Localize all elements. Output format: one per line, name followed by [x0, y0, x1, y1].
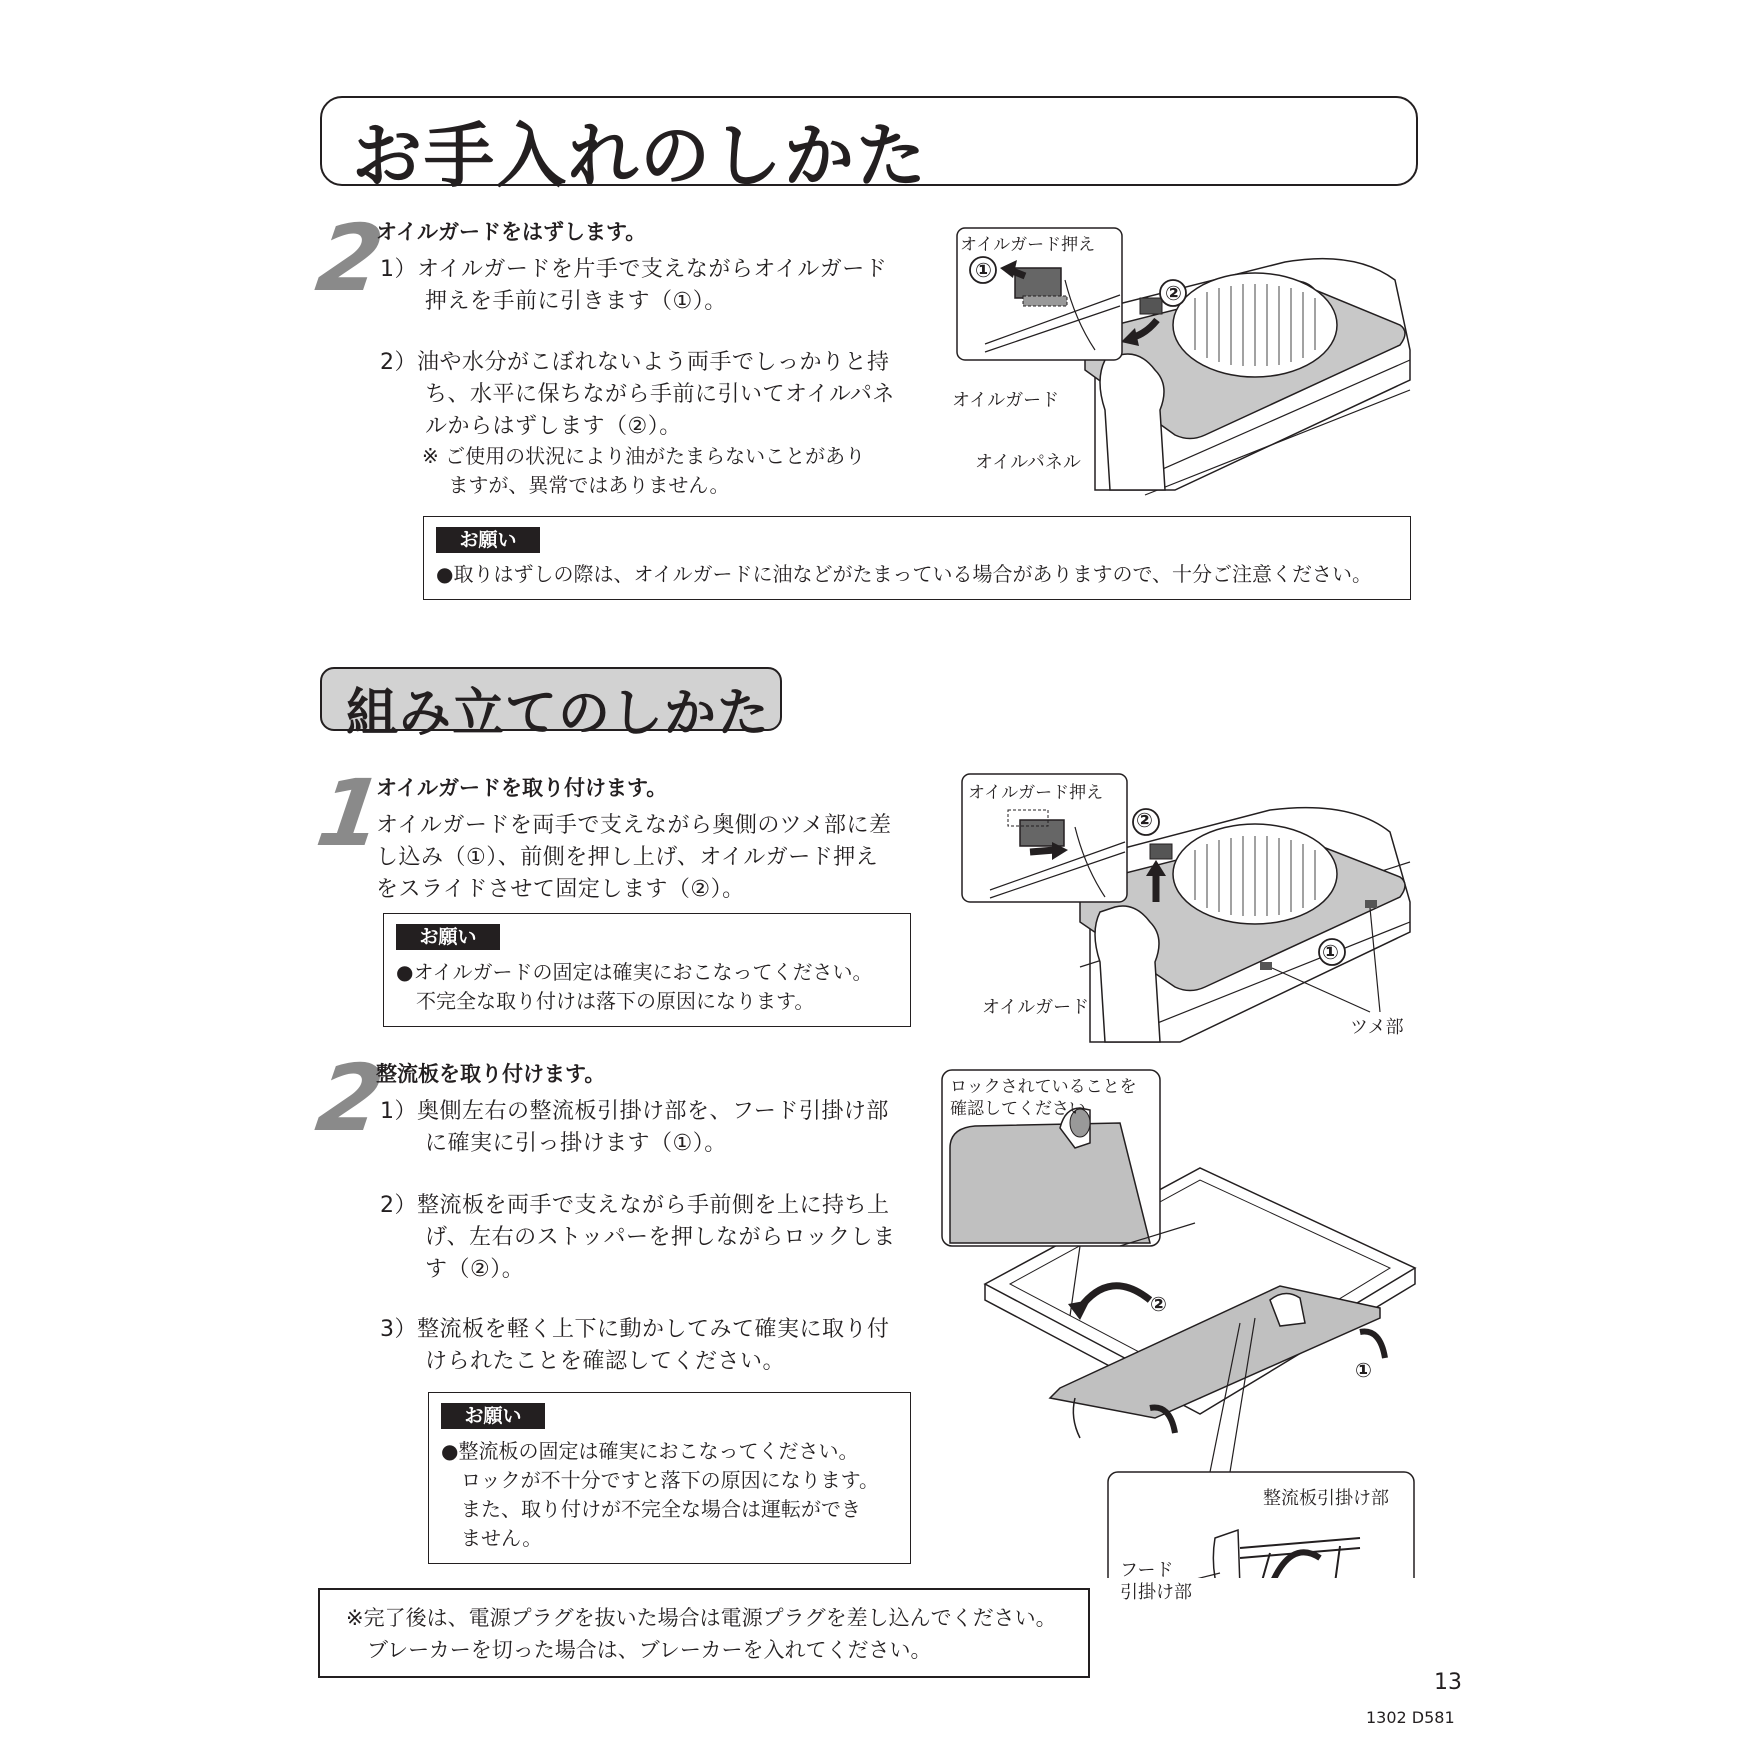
- care-item2-line2: ち、水平に保ちながら手前に引いてオイルパネ: [380, 382, 895, 407]
- assembly-step2-item1-line1: 1）奥側左右の整流板引掛け部を、フード引掛け部: [380, 1099, 889, 1124]
- assembly-step1-request-line1: ●オイルガードの固定は確実におこなってください。: [396, 960, 873, 984]
- assembly-step2-request-text: [441, 1437, 879, 1553]
- assembly-step2-request-badge: お願い: [441, 1403, 545, 1429]
- fig3-label-hood-hook: [1120, 1560, 1192, 1604]
- assembly-title-box: [320, 667, 782, 744]
- fig3-label-lock-line1: ロックされていることを: [950, 1077, 1137, 1097]
- assembly-step2-item3-line2: けられたことを確認してください。: [380, 1349, 786, 1374]
- care-item1-line2: 押えを手前に引きます（①）。: [380, 289, 727, 314]
- final-note-line1: ※完了後は、電源プラグを抜いた場合は電源プラグを差し込んでください。: [346, 1606, 1057, 1630]
- fig2-marker-1: ①: [1322, 940, 1339, 964]
- care-title: お手入れのしかた: [352, 115, 928, 197]
- assembly-step2-item1: [380, 1096, 889, 1160]
- assembly-step1-line2: し込み（①）、前側を押し上げ、オイルガード押え: [376, 845, 879, 870]
- assembly-title: 組み立てのしかた: [346, 684, 771, 744]
- assembly-step1-number: 1: [310, 760, 390, 867]
- assembly-step2-item3-line1: 3）整流板を軽く上下に動かしてみて確実に取り付: [380, 1317, 890, 1342]
- care-step-heading: オイルガードをはずします。: [376, 220, 647, 244]
- assembly-step1-request-text: [396, 958, 872, 1016]
- assembly-step2-item2-line2: げ、左右のストッパーを押しながらロックしま: [380, 1225, 896, 1250]
- care-note-line2: ますが、異常ではありません。: [422, 473, 730, 497]
- assembly-step2-request-line2: ロックが不十分ですと落下の原因になります。: [441, 1468, 879, 1492]
- assembly-step2-item3: [380, 1314, 890, 1378]
- care-item2-line3: ルからはずします（②）。: [380, 414, 682, 439]
- fig2-label-claw: ツメ部: [1350, 1017, 1404, 1038]
- assembly-step2-item2: [380, 1190, 896, 1286]
- care-step-item1: [380, 254, 887, 318]
- fig3-marker-1: ①: [1355, 1358, 1372, 1382]
- care-step-item2: [380, 347, 895, 443]
- assembly-step2-request-box: [428, 1392, 911, 1564]
- assembly-step1-para: [376, 810, 892, 906]
- fig3-label-plate-hook: 整流板引掛け部: [1263, 1488, 1389, 1509]
- doc-code: 1302 D581: [1366, 1708, 1455, 1727]
- assembly-step2-item2-line3: す（②）。: [380, 1257, 525, 1282]
- care-request-text: ●取りはずしの際は、オイルガードに油などがたまっている場合がありますので、十分ご注意ください。: [436, 562, 1373, 586]
- care-note-line1: ※ ご使用の状況により油がたまらないことがあり: [422, 444, 866, 468]
- fig3-label-hood-hook-line2: 引掛け部: [1120, 1582, 1192, 1603]
- care-step-note: [422, 442, 865, 500]
- page-number: 13: [1434, 1670, 1462, 1695]
- fig2-marker-2: ②: [1136, 808, 1153, 832]
- assembly-step1-request-box: [383, 913, 911, 1027]
- fig2-label-press: オイルガード押え: [968, 783, 1104, 803]
- assembly-step1-request-line2: 不完全な取り付けは落下の原因になります。: [396, 989, 815, 1013]
- care-step-number: 2: [310, 205, 390, 312]
- assembly-step1-line3: をスライドさせて固定します（②）。: [376, 877, 745, 902]
- fig3-label-lock-line2: 確認してください: [950, 1099, 1086, 1119]
- assembly-step2-number: 2: [310, 1045, 390, 1152]
- final-note-text: [346, 1602, 1057, 1666]
- assembly-step2-request-line3: また、取り付けが不完全な場合は運転ができ: [441, 1497, 861, 1521]
- fig3-label-hood-hook-line1: フード: [1120, 1560, 1174, 1581]
- care-title-box: [320, 96, 1418, 197]
- fig1-label-panel: オイルパネル: [975, 452, 1081, 473]
- fig1-marker-2: ②: [1165, 281, 1182, 305]
- assembly-step2-request-line4: ません。: [441, 1526, 543, 1550]
- care-request-badge: お願い: [436, 527, 540, 553]
- final-note-line2: ブレーカーを切った場合は、ブレーカーを入れてください。: [346, 1638, 932, 1662]
- fig2-label-guard: オイルガード: [982, 997, 1090, 1018]
- assembly-step2-item2-line1: 2）整流板を両手で支えながら手前側を上に持ち上: [380, 1193, 890, 1218]
- fig1-label-guard: オイルガード: [952, 390, 1060, 411]
- assembly-step1-heading: オイルガードを取り付けます。: [376, 776, 668, 800]
- care-item2-line1: 2）油や水分がこぼれないよう両手でしっかりと持: [380, 350, 890, 375]
- final-note-box: [318, 1588, 1090, 1678]
- fig1-marker-1: ①: [975, 258, 992, 282]
- care-item1-line1: 1）オイルガードを片手で支えながらオイルガード: [380, 257, 888, 282]
- assembly-step2-request-line1: ●整流板の固定は確実におこなってください。: [441, 1439, 859, 1463]
- assembly-step1-line1: オイルガードを両手で支えながら奥側のツメ部に差: [376, 813, 892, 838]
- assembly-step2-heading: 整流板を取り付けます。: [376, 1062, 606, 1086]
- assembly-step2-item1-line2: に確実に引っ掛けます（①）。: [380, 1131, 727, 1156]
- fig3-label-lock: [950, 1076, 1137, 1120]
- assembly-step1-request-badge: お願い: [396, 924, 500, 950]
- fig3-marker-2: ②: [1150, 1292, 1167, 1316]
- care-request-box: [423, 516, 1411, 600]
- fig1-label-press: オイルガード押え: [960, 235, 1096, 255]
